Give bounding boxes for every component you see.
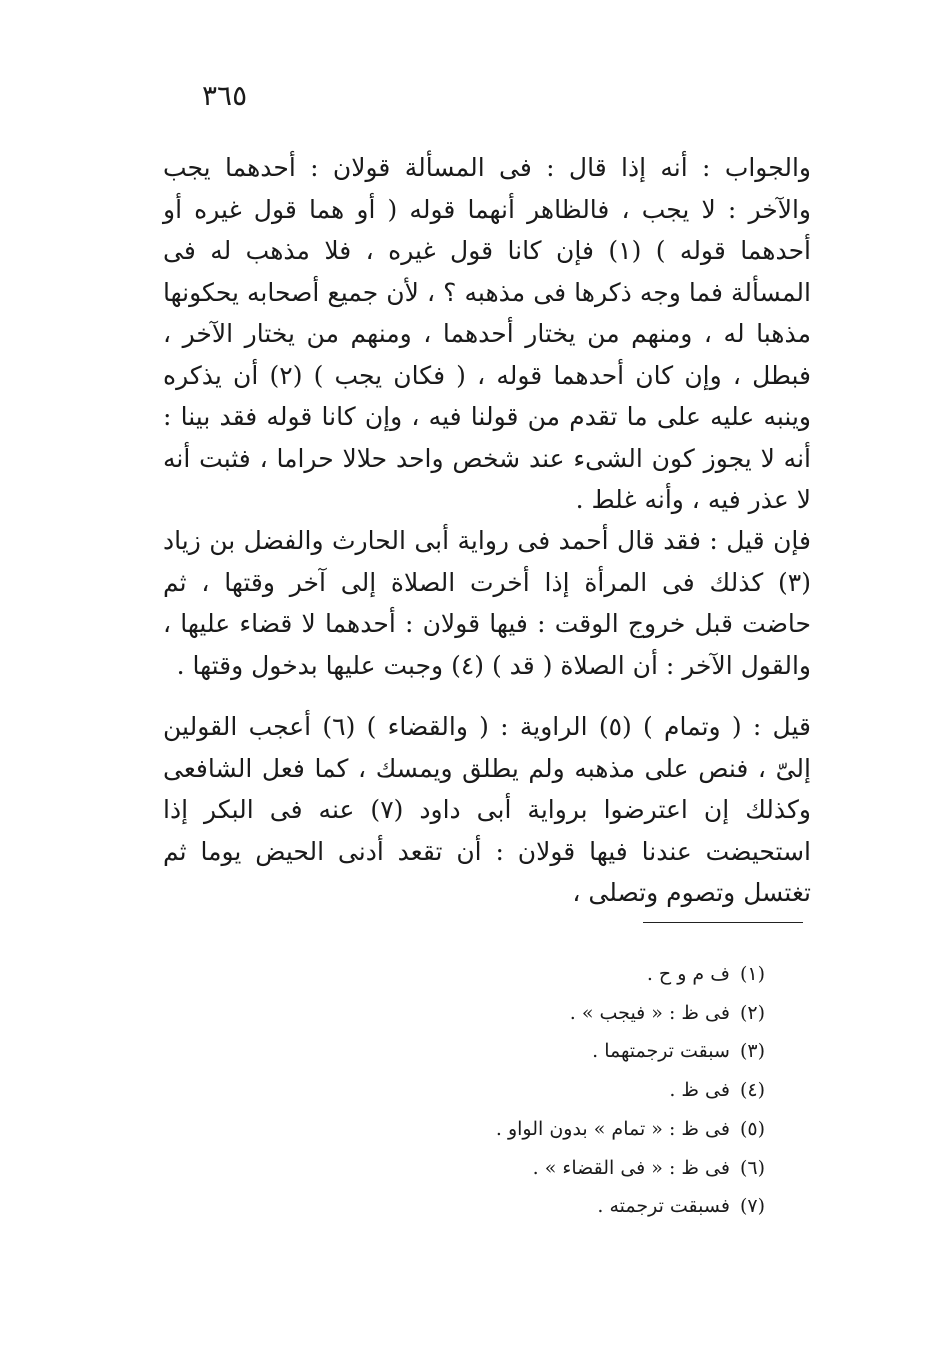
footnote bbox=[420, 955, 765, 994]
footnotes bbox=[420, 955, 765, 1226]
footnote bbox=[420, 1110, 765, 1149]
footnote-number: (٦) bbox=[739, 1156, 765, 1179]
footnote-text: فى ظ : « فيجب » . bbox=[569, 1001, 730, 1024]
paragraph-text: فإن قيل : فقد قال أحمد فى رواية أبى الحارث والفضل بن زياد (٣) كذلك فى المرأة إذا أخرت الصلاة إلى آخر وقتها ، ثم حاضت قبل خروج الوقت : فيها قولان : أحدهما لا قضاء عليها ، والقول الآخر : أن الصلاة ( قد ) (٤) وجبت عليها بدخول وقتها . bbox=[163, 526, 811, 680]
footnote bbox=[420, 1187, 765, 1226]
footnote-number: (٥) bbox=[739, 1117, 765, 1140]
footnote bbox=[420, 1071, 765, 1110]
footnote bbox=[420, 1149, 765, 1188]
footnote-separator bbox=[643, 922, 803, 923]
footnote-text: فى ظ : « فى القضاء » . bbox=[532, 1156, 730, 1179]
footnote-number: (٢) bbox=[739, 1001, 765, 1024]
footnote-number: (٤) bbox=[739, 1079, 765, 1102]
footnote-text: فى ظ : « تمام » بدون الواو . bbox=[495, 1117, 730, 1140]
paragraph-text: والجواب : أنه إذا قال : فى المسألة قولان : أحدهما يجب والآخر : لا يجب ، فالظاهر أنهما قوله ( أو هما قول غيره أو أحدهما قوله ) (١) فإن كانا قول غيره ، فلا مذهب له فى المسألة فما وجه ذكرها فى مذهبه ؟ ، لأن جميع أصحابه يحكونها مذهبا له ، ومنهم من يختار أحدهما ، ومنهم من يختار الآخر ، فبطل ، وإن كان أحدهما قوله ، ( فكان يجب ) (٢) أن يذكره وينبه عليه على ما تقدم من قولنا فيه ، وإن كانا قوله فقد بينا : أنه لا يجوز كون الشىء عند شخص واحد حلالا حراما ، فثبت أنه لا عذر فيه ، وأنه غلط . bbox=[163, 153, 812, 514]
paragraph-3 bbox=[163, 706, 811, 914]
footnote bbox=[420, 1032, 765, 1071]
footnote-number: (١) bbox=[739, 963, 765, 985]
footnote-text: ف م و ح . bbox=[646, 963, 730, 985]
footnote-text: فى ظ . bbox=[669, 1079, 730, 1102]
footnote-number: (٣) bbox=[739, 1040, 765, 1063]
footnote-number: (٧) bbox=[739, 1195, 765, 1218]
paragraph-2 bbox=[163, 520, 811, 686]
footnote-text: فسبقت ترجمته . bbox=[597, 1195, 730, 1218]
page-number: ٣٦٥ bbox=[202, 79, 248, 112]
footnote-text: سبقت ترجمتهما . bbox=[592, 1040, 730, 1063]
paragraph-text: قيل : ( وتمام ) (٥) الراوية : ( والقضاء ) (٦) أعجب القولين إلىّ ، فنص على مذهبه ولم يطلق ويمسك ، كما فعل الشافعى وكذلك إن اعترضوا برواية أبى داود (٧) عنه فى البكر إذا استحيضت عندنا فيها قولان : أن تقعد أدنى الحيض يوما ثم تغتسل وتصوم وتصلى ، bbox=[163, 712, 811, 907]
paragraph-1 bbox=[163, 147, 811, 521]
footnote bbox=[420, 994, 765, 1033]
